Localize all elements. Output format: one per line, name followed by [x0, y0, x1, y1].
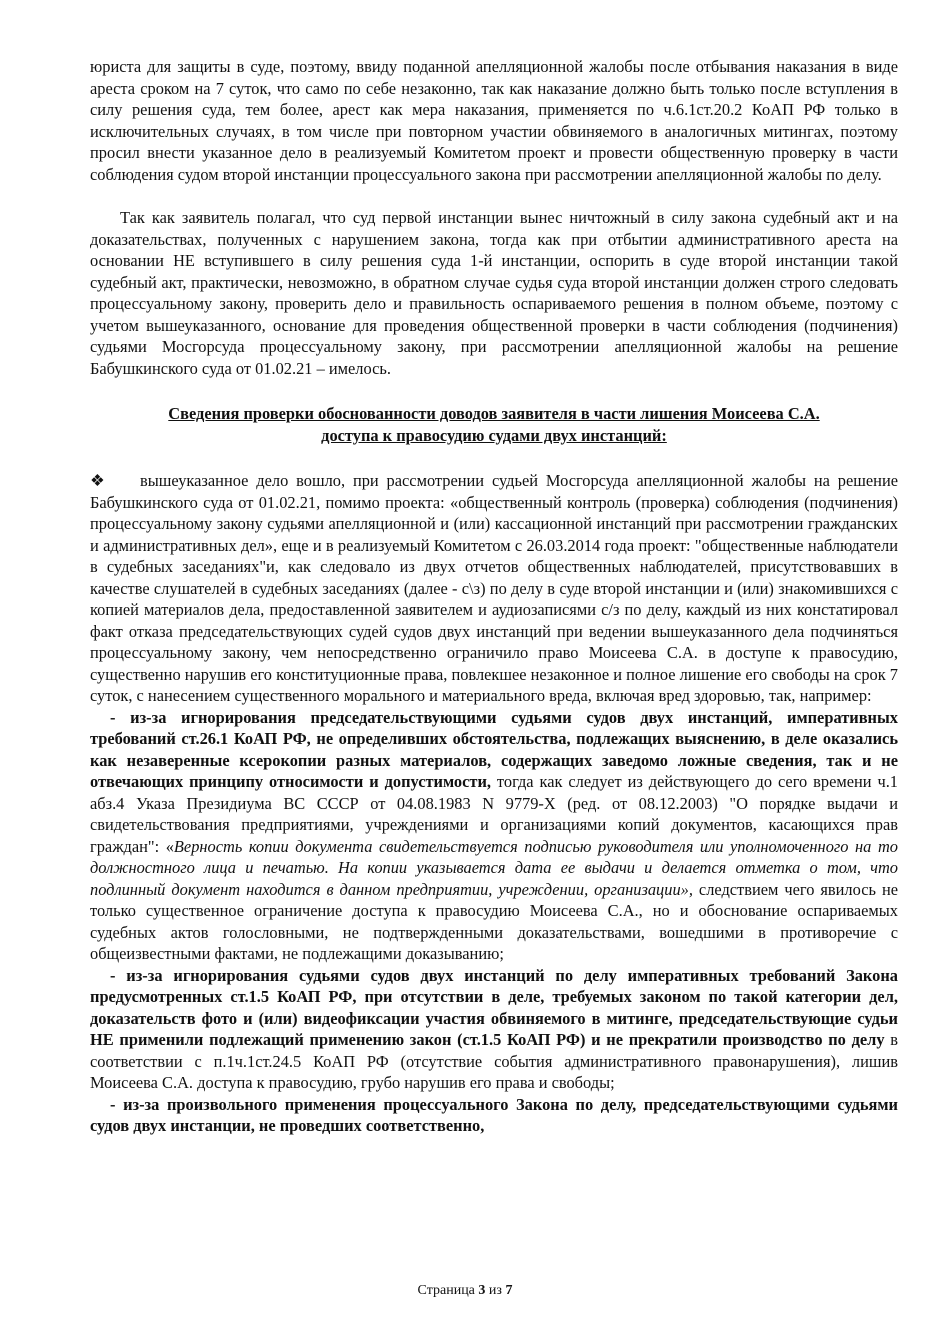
- footer-of-word: из: [488, 1283, 502, 1298]
- list-item-violation-2: [90, 965, 898, 1094]
- footer-page-number: 3: [478, 1283, 486, 1298]
- list-item-2-text: в соответствии с п.1ч.1ст.24.5 КоАП РФ (отсутствие события административного правонарушения), лишив Моисеева С.А. доступа к правосудию, грубо нарушив его права и свободы;: [90, 1030, 898, 1092]
- page-footer: [0, 1282, 930, 1300]
- list-item-violation-1: [90, 707, 898, 965]
- list-item-1-bold: - из-за игнорирования председательствующими судьями судов двух инстанций, императивных требований ст.26.1 КоАП РФ, не определивших обстоятельства, подлежащих выяснению, в деле оказались как незаверенные ксерокопии разных материалов, содержащих заведомо ложные сведения, так и не отвечающих принципу относимости и допустимости,: [90, 707, 898, 791]
- paragraph-findings-text: вышеуказанное дело вошло, при рассмотрении судьей Мосгорсуда апелляционной жалобы на решение Бабушкинского суда от 01.02.21, помимо проекта: «общественный контроль (проверка) соблюдения (подчинения) процессуальному закону судьями апелляционной и (или) кассационной инстанций при рассмотрении гражданских и административных дел», еще и в реализуемый Комитетом с 26.03.2014 года проект: "общественные наблюдатели в судебных заседаниях"и, как следовало из двух отчетов общественных наблюдателей, присутствовавших в качестве слушателей в судебных заседаниях (далее - с\з) по делу в суде второй инстанции и (или) знакомившихся с копией материалов дела, предоставленной заявителем и аудиозаписями с/з по делу, каждый из них констатировал факт отказа председательствующих судей судов двух инстанций при ведении вышеуказанного дела подчиняться процессуальному закону, чем непосредственно ограничило право Моисеева С.А. в доступе к правосудию, существенно нарушив его конституционные права, повлекшее незаконное и полное лишение его свободы на срок 7 суток, с нанесением существенного морального и материального вреда, включая вред здоровью, так, например:: [90, 471, 898, 705]
- section-heading-line-2: доступа к правосудию судами двух инстанций:: [321, 425, 667, 445]
- paragraph-findings: [90, 470, 898, 707]
- paragraph-intro: юриста для защиты в суде, поэтому, ввиду поданной апелляционной жалобы после отбывания наказания в виде ареста сроком на 7 суток, что само по себе незаконно, так как наказание должно быть только после вступления в силу решения суда, тем более, арест как мера наказания, применяется по ч.6.1ст.20.2 КоАП РФ только в исключительных случаях, в том числе при повторном участии обвиняемого в аналогичных митингах, поэтому просил внести указанное дело в реализуемый Комитетом проект и провести общественную проверку в части соблюдения судом второй инстанции процессуального закона при рассмотрении апелляционной жалобы по делу.: [90, 57, 898, 184]
- list-item-1-text: тогда как следует из действующего до сего времени ч.1 абз.4 Указа Президиума ВС СССР от 04.08.1983 N 9779-X (ред. от 08.12.2003) "О порядке выдачи и свидетельствования предприятиями, учреждениями и организациями копий документов, касающихся прав граждан": «: [90, 772, 898, 856]
- list-item-3-bold: - из-за произвольного применения процессуального Закона по делу, председательствующими судьями судов двух инстанции, не проведших соответственно,: [90, 1094, 898, 1135]
- section-heading: [90, 403, 898, 446]
- list-item-1-quote: Верность копии документа свидетельствуется подписью руководителя или уполномоченного на то должностного лица и печатью. На копии указывается дата ее выдачи и делается отметка о том, что подлинный документ находится в данном предприятии, учреждении, организации»,: [90, 836, 898, 899]
- document-body: [90, 56, 898, 1137]
- section-heading-line-1: Сведения проверки обоснованности доводов заявителя в части лишения Моисеева С.А.: [168, 404, 820, 423]
- footer-total-pages: 7: [505, 1283, 513, 1298]
- list-item-violation-3: [90, 1094, 898, 1137]
- footer-page-word: Страница: [417, 1283, 475, 1298]
- list-item-1-text-end: следствием чего явилось не только существенное ограничение доступа к правосудию Моисеева С.А., но и обоснование оспариваемых судебных актов голословными, не подтвержденными доказательствами, вошедшими в противоречие с общеизвестными фактами, не подлежащими доказыванию;: [90, 879, 898, 963]
- list-item-2-bold: - из-за игнорирования судьями судов двух инстанций по делу императивных требований Закона предусмотренных ст.1.5 КоАП РФ, при отсутствии в деле, требуемых законом по такой категории дел, доказательств фото и (или) видеофиксации участия обвиняемого в митинге, председательствующие судьи НЕ применили подлежащий применению закон (ст.1.5 КоАП РФ) и не прекратили производство по делу: [90, 965, 898, 1049]
- paragraph-applicant-position: Так как заявитель полагал, что суд первой инстанции вынес ничтожный в силу закона судебный акт и на доказательствах, полученных с нарушением закона, тогда как при отбытии административного ареста на основании НЕ вступившего в силу решения суда 1-й инстанции, оспорить в суде второй инстанции такой судебный акт, практически, невозможно, в обратном случае судья суда второй инстанции должен строго следовать процессуальному закону, проверить дело и правильность оспариваемого решения в полном объеме, поэтому с учетом вышеуказанного, основание для проведения общественной проверки в части соблюдения (подчинения) судьями Мосгорсуда процессуальному закону, при рассмотрении апелляционной жалобы на решение Бабушкинского суда от 01.02.21 – имелось.: [90, 208, 898, 378]
- diamond-bullet-icon: ❖: [90, 471, 105, 490]
